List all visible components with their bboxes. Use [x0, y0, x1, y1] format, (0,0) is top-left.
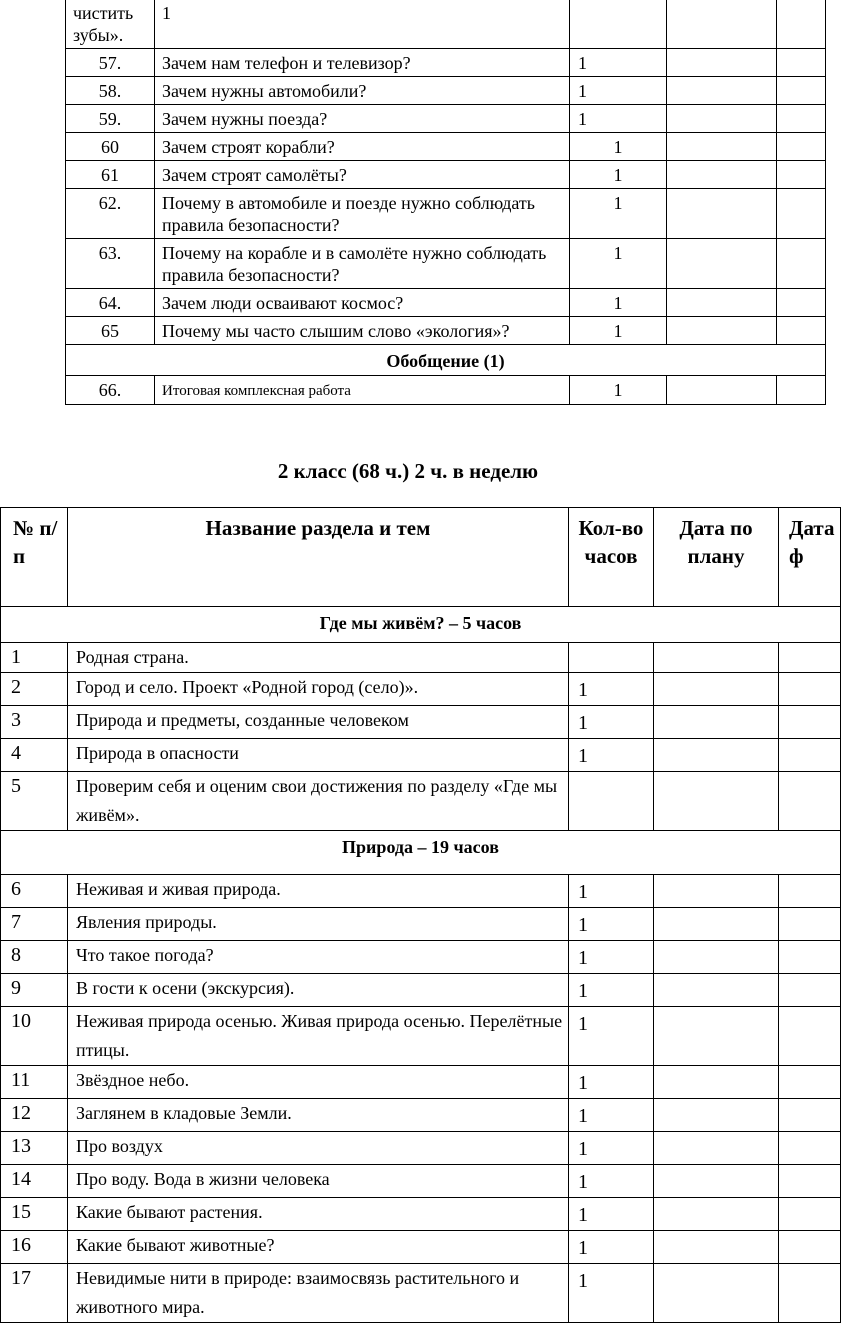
date-fact-cell: [779, 643, 841, 673]
header-hours: Кол-во часов: [569, 508, 654, 607]
table-row: [66, 77, 826, 105]
date-plan-cell: [654, 1198, 779, 1231]
lesson-topic: В гости к осени (экскурсия).: [68, 974, 569, 1007]
lesson-topic: Явления природы.: [68, 908, 569, 941]
lesson-topic: Город и село. Проект «Родной город (село)».: [68, 673, 569, 706]
table-row: [66, 105, 826, 133]
lesson-topic: Зачем строят корабли?: [155, 133, 570, 161]
date-fact-cell: [779, 1264, 841, 1323]
date-plan-cell: [654, 1165, 779, 1198]
table-row: [1, 908, 841, 941]
lesson-number: 60: [66, 133, 155, 161]
date-plan-cell: [667, 49, 777, 77]
lesson-number: 4: [1, 739, 68, 772]
lesson-number: 15: [1, 1198, 68, 1231]
lesson-number: чистить зубы».: [66, 0, 155, 49]
table-row: [66, 0, 826, 49]
table-row: [1, 1198, 841, 1231]
table-row: [1, 739, 841, 772]
lesson-number: 14: [1, 1165, 68, 1198]
date-fact-cell: [777, 189, 826, 239]
date-fact-cell: [779, 1231, 841, 1264]
lesson-number: 8: [1, 941, 68, 974]
date-plan-cell: [654, 1264, 779, 1323]
date-fact-cell: [777, 376, 826, 405]
date-plan-cell: [654, 1066, 779, 1099]
lesson-hours: 1: [569, 941, 654, 974]
table-row: [66, 133, 826, 161]
lesson-hours: 1: [570, 133, 667, 161]
lesson-hours: [569, 643, 654, 673]
lesson-number: 61: [66, 161, 155, 189]
date-plan-cell: [654, 941, 779, 974]
table-row: [66, 317, 826, 345]
table-row: [1, 1066, 841, 1099]
lesson-topic: Природа в опасности: [68, 739, 569, 772]
lesson-topic: Зачем нужны поезда?: [155, 105, 570, 133]
lesson-topic: Зачем строят самолёты?: [155, 161, 570, 189]
date-plan-cell: [654, 1099, 779, 1132]
lesson-hours: 1: [570, 289, 667, 317]
date-plan-cell: [654, 1231, 779, 1264]
date-fact-cell: [779, 772, 841, 831]
table-row: [66, 289, 826, 317]
header-date-fact: Дата ф: [779, 508, 841, 607]
lesson-number: 7: [1, 908, 68, 941]
table-row: [66, 239, 826, 289]
date-fact-cell: [779, 1132, 841, 1165]
lesson-hours: 1: [569, 1099, 654, 1132]
lesson-number: 5: [1, 772, 68, 831]
date-fact-cell: [777, 239, 826, 289]
section-title: Обобщение (1): [66, 345, 826, 376]
section-title: Природа – 19 часов: [1, 831, 841, 875]
lesson-hours: 1: [570, 49, 667, 77]
table-row: [1, 941, 841, 974]
header-date-plan: Дата по плану: [654, 508, 779, 607]
table-row: [1, 974, 841, 1007]
lesson-hours: 1: [569, 1231, 654, 1264]
lesson-hours: 1: [569, 673, 654, 706]
date-plan-cell: [667, 0, 777, 49]
table-row: [1, 1165, 841, 1198]
table-header-row: [1, 508, 841, 607]
table-row: [1, 706, 841, 739]
table-row: [1, 673, 841, 706]
date-plan-cell: [667, 133, 777, 161]
table-row: [1, 643, 841, 673]
table-row: [1, 772, 841, 831]
lesson-number: 58.: [66, 77, 155, 105]
date-fact-cell: [777, 161, 826, 189]
lesson-topic: Звёздное небо.: [68, 1066, 569, 1099]
lesson-topic: Родная страна.: [68, 643, 569, 673]
lesson-number: 17: [1, 1264, 68, 1323]
lesson-topic: Заглянем в кладовые Земли.: [68, 1099, 569, 1132]
date-plan-cell: [667, 161, 777, 189]
lesson-hours: 1: [569, 739, 654, 772]
lesson-hours: 1: [569, 1132, 654, 1165]
section-row: [66, 345, 826, 376]
lesson-topic: Почему на корабле и в самолёте нужно соблюдать правила безопасности?: [155, 239, 570, 289]
date-fact-cell: [779, 673, 841, 706]
lesson-hours: 1: [569, 706, 654, 739]
date-plan-cell: [667, 289, 777, 317]
table-row: [1, 1099, 841, 1132]
date-plan-cell: [654, 974, 779, 1007]
lesson-hours: 1: [570, 161, 667, 189]
lesson-hours: [569, 772, 654, 831]
lesson-hours: [570, 0, 667, 49]
date-plan-cell: [654, 739, 779, 772]
lesson-hours: 1: [570, 376, 667, 405]
lesson-topic: Про воздух: [68, 1132, 569, 1165]
lesson-number: 3: [1, 706, 68, 739]
table-row: [1, 1132, 841, 1165]
lesson-number: 65: [66, 317, 155, 345]
lesson-hours: 1: [570, 239, 667, 289]
lesson-topic: Что такое погода?: [68, 941, 569, 974]
lesson-hours: 1: [569, 1264, 654, 1323]
lesson-hours: 1: [569, 908, 654, 941]
table-row: [66, 161, 826, 189]
date-fact-cell: [777, 289, 826, 317]
table-row: [1, 1264, 841, 1323]
lesson-hours: 1: [569, 1165, 654, 1198]
lesson-topic: 1: [155, 0, 570, 49]
date-plan-cell: [654, 772, 779, 831]
date-fact-cell: [779, 739, 841, 772]
date-fact-cell: [779, 706, 841, 739]
lesson-number: 1: [1, 643, 68, 673]
date-plan-cell: [654, 1007, 779, 1066]
date-plan-cell: [654, 643, 779, 673]
lesson-number: 62.: [66, 189, 155, 239]
date-plan-cell: [654, 1132, 779, 1165]
date-fact-cell: [777, 133, 826, 161]
lesson-topic: Зачем нам телефон и телевизор?: [155, 49, 570, 77]
lesson-number: 66.: [66, 376, 155, 405]
lesson-number: 13: [1, 1132, 68, 1165]
lesson-topic: Какие бывают растения.: [68, 1198, 569, 1231]
lesson-topic: Какие бывают животные?: [68, 1231, 569, 1264]
lesson-number: 63.: [66, 239, 155, 289]
lesson-topic: Почему в автомобиле и поезде нужно соблюдать правила безопасности?: [155, 189, 570, 239]
lesson-hours: 1: [569, 1198, 654, 1231]
lesson-hours: 1: [569, 974, 654, 1007]
lesson-number: 59.: [66, 105, 155, 133]
date-fact-cell: [779, 908, 841, 941]
date-plan-cell: [667, 189, 777, 239]
date-fact-cell: [779, 875, 841, 908]
date-plan-cell: [654, 875, 779, 908]
lesson-table-part1: [65, 0, 826, 405]
header-number: № п/п: [1, 508, 68, 607]
section-row: [1, 831, 841, 875]
date-plan-cell: [667, 105, 777, 133]
date-fact-cell: [779, 1198, 841, 1231]
table-row: [66, 376, 826, 405]
date-plan-cell: [667, 317, 777, 345]
lesson-topic: Неживая природа осенью. Живая природа осенью. Перелётные птицы.: [68, 1007, 569, 1066]
lesson-number: 64.: [66, 289, 155, 317]
lesson-topic: Невидимые нити в природе: взаимосвязь растительного и животного мира.: [68, 1264, 569, 1323]
lesson-topic: Проверим себя и оценим свои достижения по разделу «Где мы живём».: [68, 772, 569, 831]
lesson-number: 10: [1, 1007, 68, 1066]
lesson-hours: 1: [570, 77, 667, 105]
date-fact-cell: [777, 317, 826, 345]
lesson-topic: Зачем нужны автомобили?: [155, 77, 570, 105]
header-topic: Название раздела и тем: [68, 508, 569, 607]
table-row: [66, 49, 826, 77]
lesson-number: 12: [1, 1099, 68, 1132]
date-fact-cell: [777, 77, 826, 105]
lesson-topic: Почему мы часто слышим слово «экология»?: [155, 317, 570, 345]
date-plan-cell: [667, 77, 777, 105]
lesson-topic: Итоговая комплексная работа: [155, 376, 570, 405]
lesson-number: 57.: [66, 49, 155, 77]
table-row: [1, 875, 841, 908]
lesson-number: 11: [1, 1066, 68, 1099]
lesson-number: 16: [1, 1231, 68, 1264]
lesson-topic: Неживая и живая природа.: [68, 875, 569, 908]
date-fact-cell: [779, 1099, 841, 1132]
lesson-number: 6: [1, 875, 68, 908]
lesson-topic: Природа и предметы, созданные человеком: [68, 706, 569, 739]
lesson-hours: 1: [570, 189, 667, 239]
lesson-number: 9: [1, 974, 68, 1007]
table-row: [1, 1007, 841, 1066]
lesson-topic: Про воду. Вода в жизни человека: [68, 1165, 569, 1198]
date-fact-cell: [779, 1066, 841, 1099]
date-fact-cell: [779, 1165, 841, 1198]
date-plan-cell: [654, 908, 779, 941]
grade-heading: 2 класс (68 ч.) 2 ч. в неделю: [277, 459, 539, 483]
lesson-hours: 1: [569, 875, 654, 908]
date-plan-cell: [654, 673, 779, 706]
date-plan-cell: [667, 239, 777, 289]
date-fact-cell: [779, 974, 841, 1007]
section-title: Где мы живём? – 5 часов: [1, 607, 841, 643]
lesson-hours: 1: [569, 1007, 654, 1066]
date-plan-cell: [654, 706, 779, 739]
table-row: [1, 1231, 841, 1264]
table-row: [66, 189, 826, 239]
lesson-topic: Зачем люди осваивают космос?: [155, 289, 570, 317]
lesson-number: 2: [1, 673, 68, 706]
date-fact-cell: [777, 0, 826, 49]
lesson-hours: 1: [570, 317, 667, 345]
date-fact-cell: [777, 49, 826, 77]
lesson-hours: 1: [570, 105, 667, 133]
date-plan-cell: [667, 376, 777, 405]
lesson-hours: 1: [569, 1066, 654, 1099]
section-row: [1, 607, 841, 643]
date-fact-cell: [779, 941, 841, 974]
lesson-table-grade2: [0, 507, 841, 1323]
date-fact-cell: [777, 105, 826, 133]
date-fact-cell: [779, 1007, 841, 1066]
